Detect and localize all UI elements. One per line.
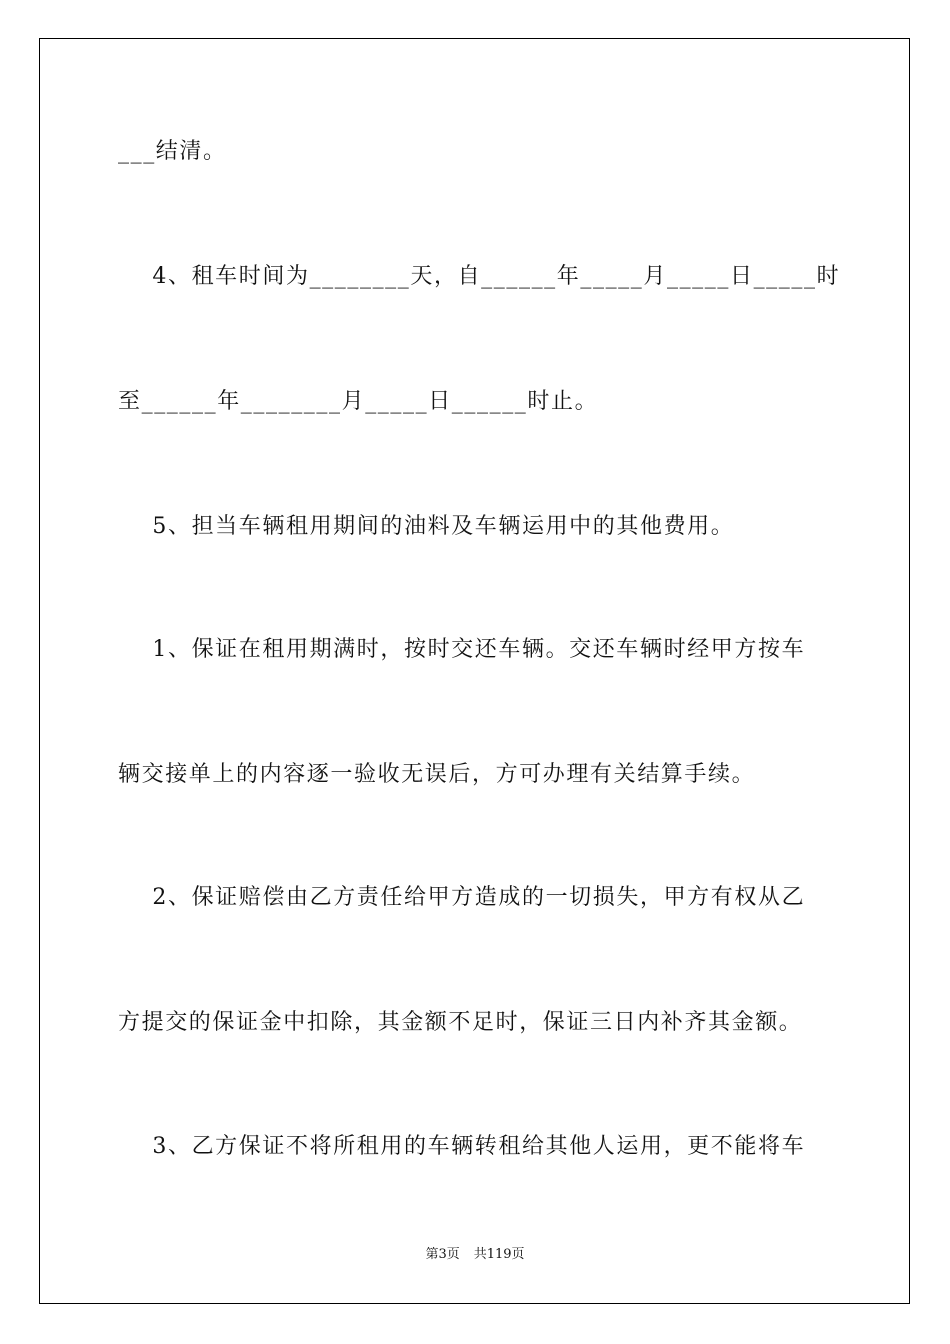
page-number: 第3页 — [425, 1247, 460, 1262]
page-footer — [0, 1247, 950, 1263]
text-line: 3、乙方保证不将所租用的车辆转租给其他人运用，更不能将车 — [118, 1134, 806, 1159]
text-line: ___结清。 — [118, 139, 227, 164]
text-line: 2、保证赔偿由乙方责任给甲方造成的一切损失，甲方有权从乙 — [118, 885, 806, 910]
total-pages: 共119页 — [473, 1247, 525, 1262]
text-line: 5、担当车辆租用期间的油料及车辆运用中的其他费用。 — [118, 514, 735, 539]
text-line: 辆交接单上的内容逐一验收无误后，方可办理有关结算手续。 — [118, 762, 756, 787]
text-line: 4、租车时间为________天，自______年_____月_____日_____时 — [118, 264, 841, 289]
text-line: 至______年________月_____日______时止。 — [118, 389, 599, 414]
text-line: 1、保证在租用期满时，按时交还车辆。交还车辆时经甲方按车 — [118, 637, 806, 662]
page-border — [39, 38, 910, 1304]
text-line: 方提交的保证金中扣除，其金额不足时，保证三日内补齐其金额。 — [118, 1010, 803, 1035]
